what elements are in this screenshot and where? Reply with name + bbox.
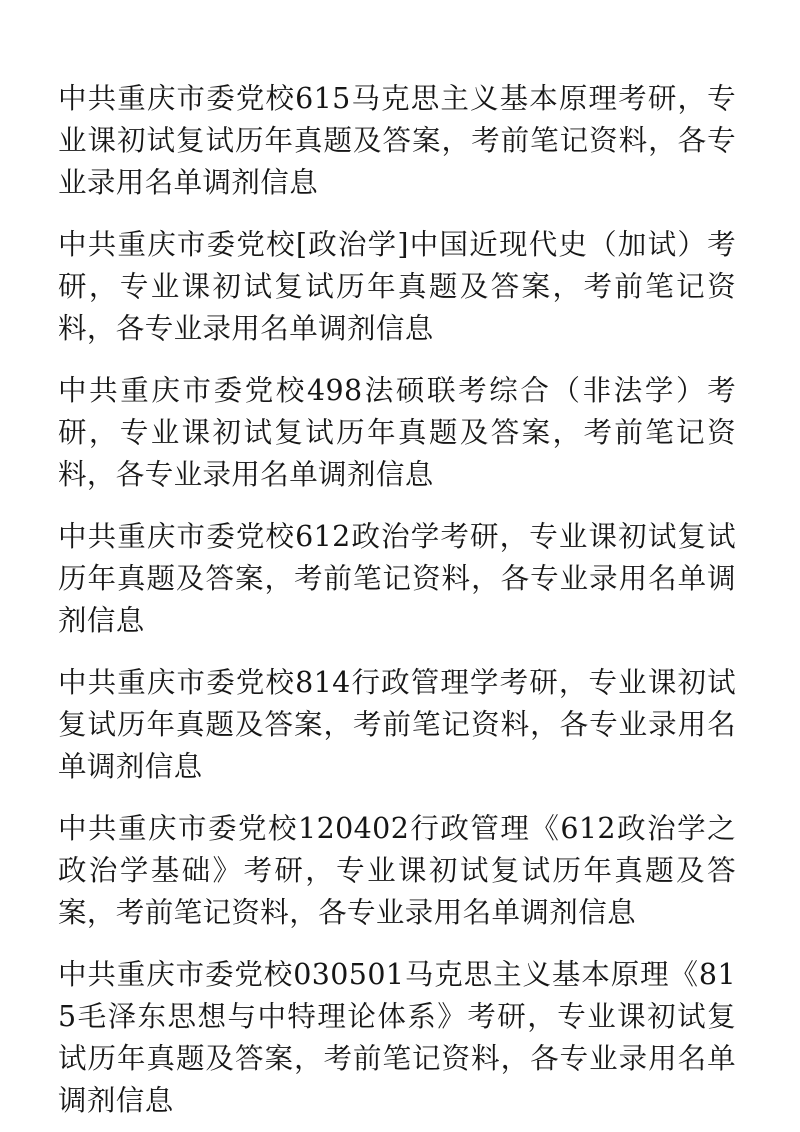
listing-paragraph: 中共重庆市委党校[政治学]中国近现代史（加试）考研，专业课初试复试历年真题及答案，考前笔记资料，各专业录用名单调剂信息 — [58, 228, 736, 345]
listing-paragraph: 中共重庆市委党校030501马克思主义基本原理《815毛泽东思想与中特理论体系》考研，专业课初试复试历年真题及答案，考前笔记资料，各专业录用名单调剂信息 — [58, 958, 736, 1117]
listing-paragraph: 中共重庆市委党校612政治学考研，专业课初试复试历年真题及答案，考前笔记资料，各专业录用名单调剂信息 — [58, 520, 736, 637]
listing-paragraph: 中共重庆市委党校120402行政管理《612政治学之政治学基础》考研，专业课初试复试历年真题及答案，考前笔记资料，各专业录用名单调剂信息 — [58, 812, 736, 929]
listing-paragraph: 中共重庆市委党校498法硕联考综合（非法学）考研，专业课初试复试历年真题及答案，考前笔记资料，各专业录用名单调剂信息 — [58, 374, 736, 491]
document-body — [58, 78, 736, 1122]
listing-paragraph: 中共重庆市委党校615马克思主义基本原理考研，专业课初试复试历年真题及答案，考前笔记资料，各专业录用名单调剂信息 — [58, 82, 736, 199]
listing-paragraph: 中共重庆市委党校814行政管理学考研，专业课初试复试历年真题及答案，考前笔记资料，各专业录用名单调剂信息 — [58, 666, 736, 783]
